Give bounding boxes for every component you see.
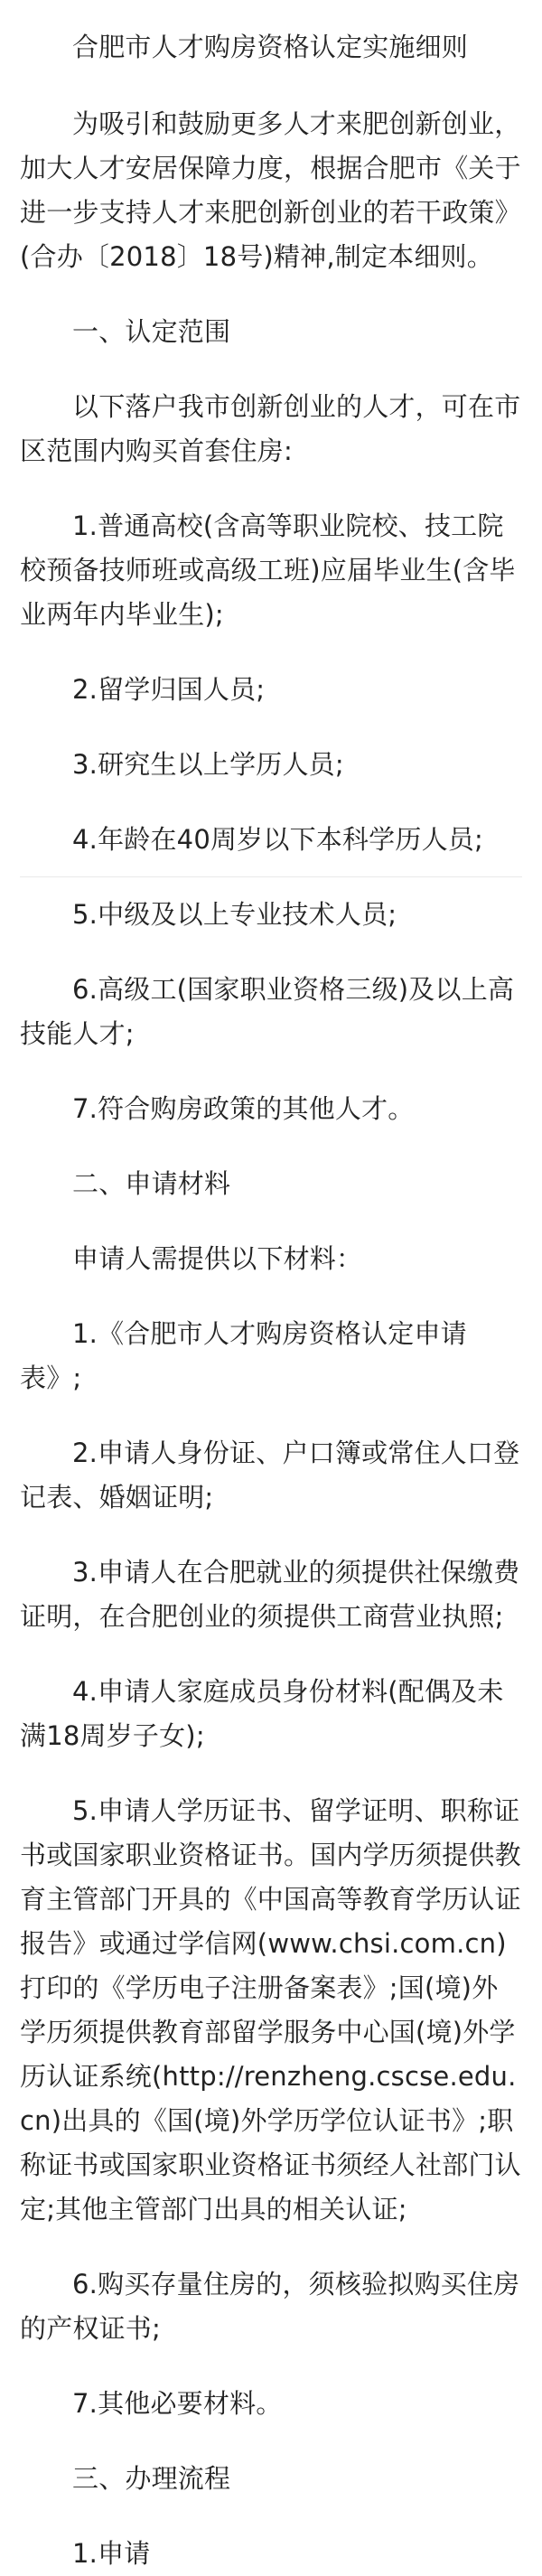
materials-item-3: 3.申请人在合肥就业的须提供社保缴费证明，在合肥创业的须提供工商营业执照; <box>20 1557 520 1632</box>
scope-item-1: 1.普通高校(含高等职业院校、技工院校预备技师班或高级工班)应届毕业生(含毕业两年内毕业生); <box>20 511 516 630</box>
section-heading-scope: 一、认定范围 <box>72 316 231 347</box>
materials-item-4: 4.申请人家庭成员身份材料(配偶及未满18周岁子女); <box>20 1676 504 1751</box>
intro-paragraph: 为吸引和鼓励更多人才来肥创新创业，加大人才安居保障力度，根据合肥市《关于进一步支持人才来肥创新创业的若干政策》(合办〔2018〕18号)精神,制定本细则。 <box>20 108 521 272</box>
scope-item-7: 7.符合购房政策的其他人才。 <box>72 1093 415 1124</box>
process-item-1: 1.申请 <box>72 2538 151 2569</box>
scope-item-2: 2.留学归国人员; <box>72 674 266 705</box>
section-heading-materials: 二、申请材料 <box>72 1168 231 1199</box>
materials-item-2: 2.申请人身份证、户口簿或常住人口登记表、婚姻证明; <box>20 1438 520 1513</box>
materials-intro: 申请人需提供以下材料： <box>72 1243 363 1274</box>
scope-item-3: 3.研究生以上学历人员; <box>72 749 344 780</box>
scope-item-5: 5.中级及以上专业技术人员; <box>72 899 397 930</box>
materials-item-6: 6.购买存量住房的，须核验拟购买住房的产权证书; <box>20 2269 520 2344</box>
scope-item-6: 6.高级工(国家职业资格三级)及以上高技能人才; <box>20 974 515 1049</box>
scope-intro: 以下落户我市创新创业的人才，可在市区范围内购买首套住房: <box>20 391 521 466</box>
materials-item-1: 1.《合肥市人才购房资格认定申请表》; <box>20 1318 467 1393</box>
scope-item-4: 4.年龄在40周岁以下本科学历人员; <box>72 824 483 855</box>
document-title: 合肥市人才购房资格认定实施细则 <box>72 32 469 62</box>
materials-item-7: 7.其他必要材料。 <box>72 2388 283 2419</box>
section-heading-process: 三、办理流程 <box>72 2463 231 2494</box>
divider-line <box>20 876 522 877</box>
materials-item-5: 5.申请人学历证书、留学证明、职称证书或国家职业资格证书。国内学历须提供教育主管部门开具的《中国高等教育学历认证报告》或通过学信网(www.chsi.com.cn)打印的《学历电子注册备案表》;国(境)外学历须提供教育部留学服务中心国(境)外学历认证系统(http://renzheng.cscse.edu.cn)出具的《国(境)外学历学位认证书》;职称证书或国家职业资格证书须经人社部门认定;其他主管部门出具的相关认证; <box>20 1795 521 2225</box>
